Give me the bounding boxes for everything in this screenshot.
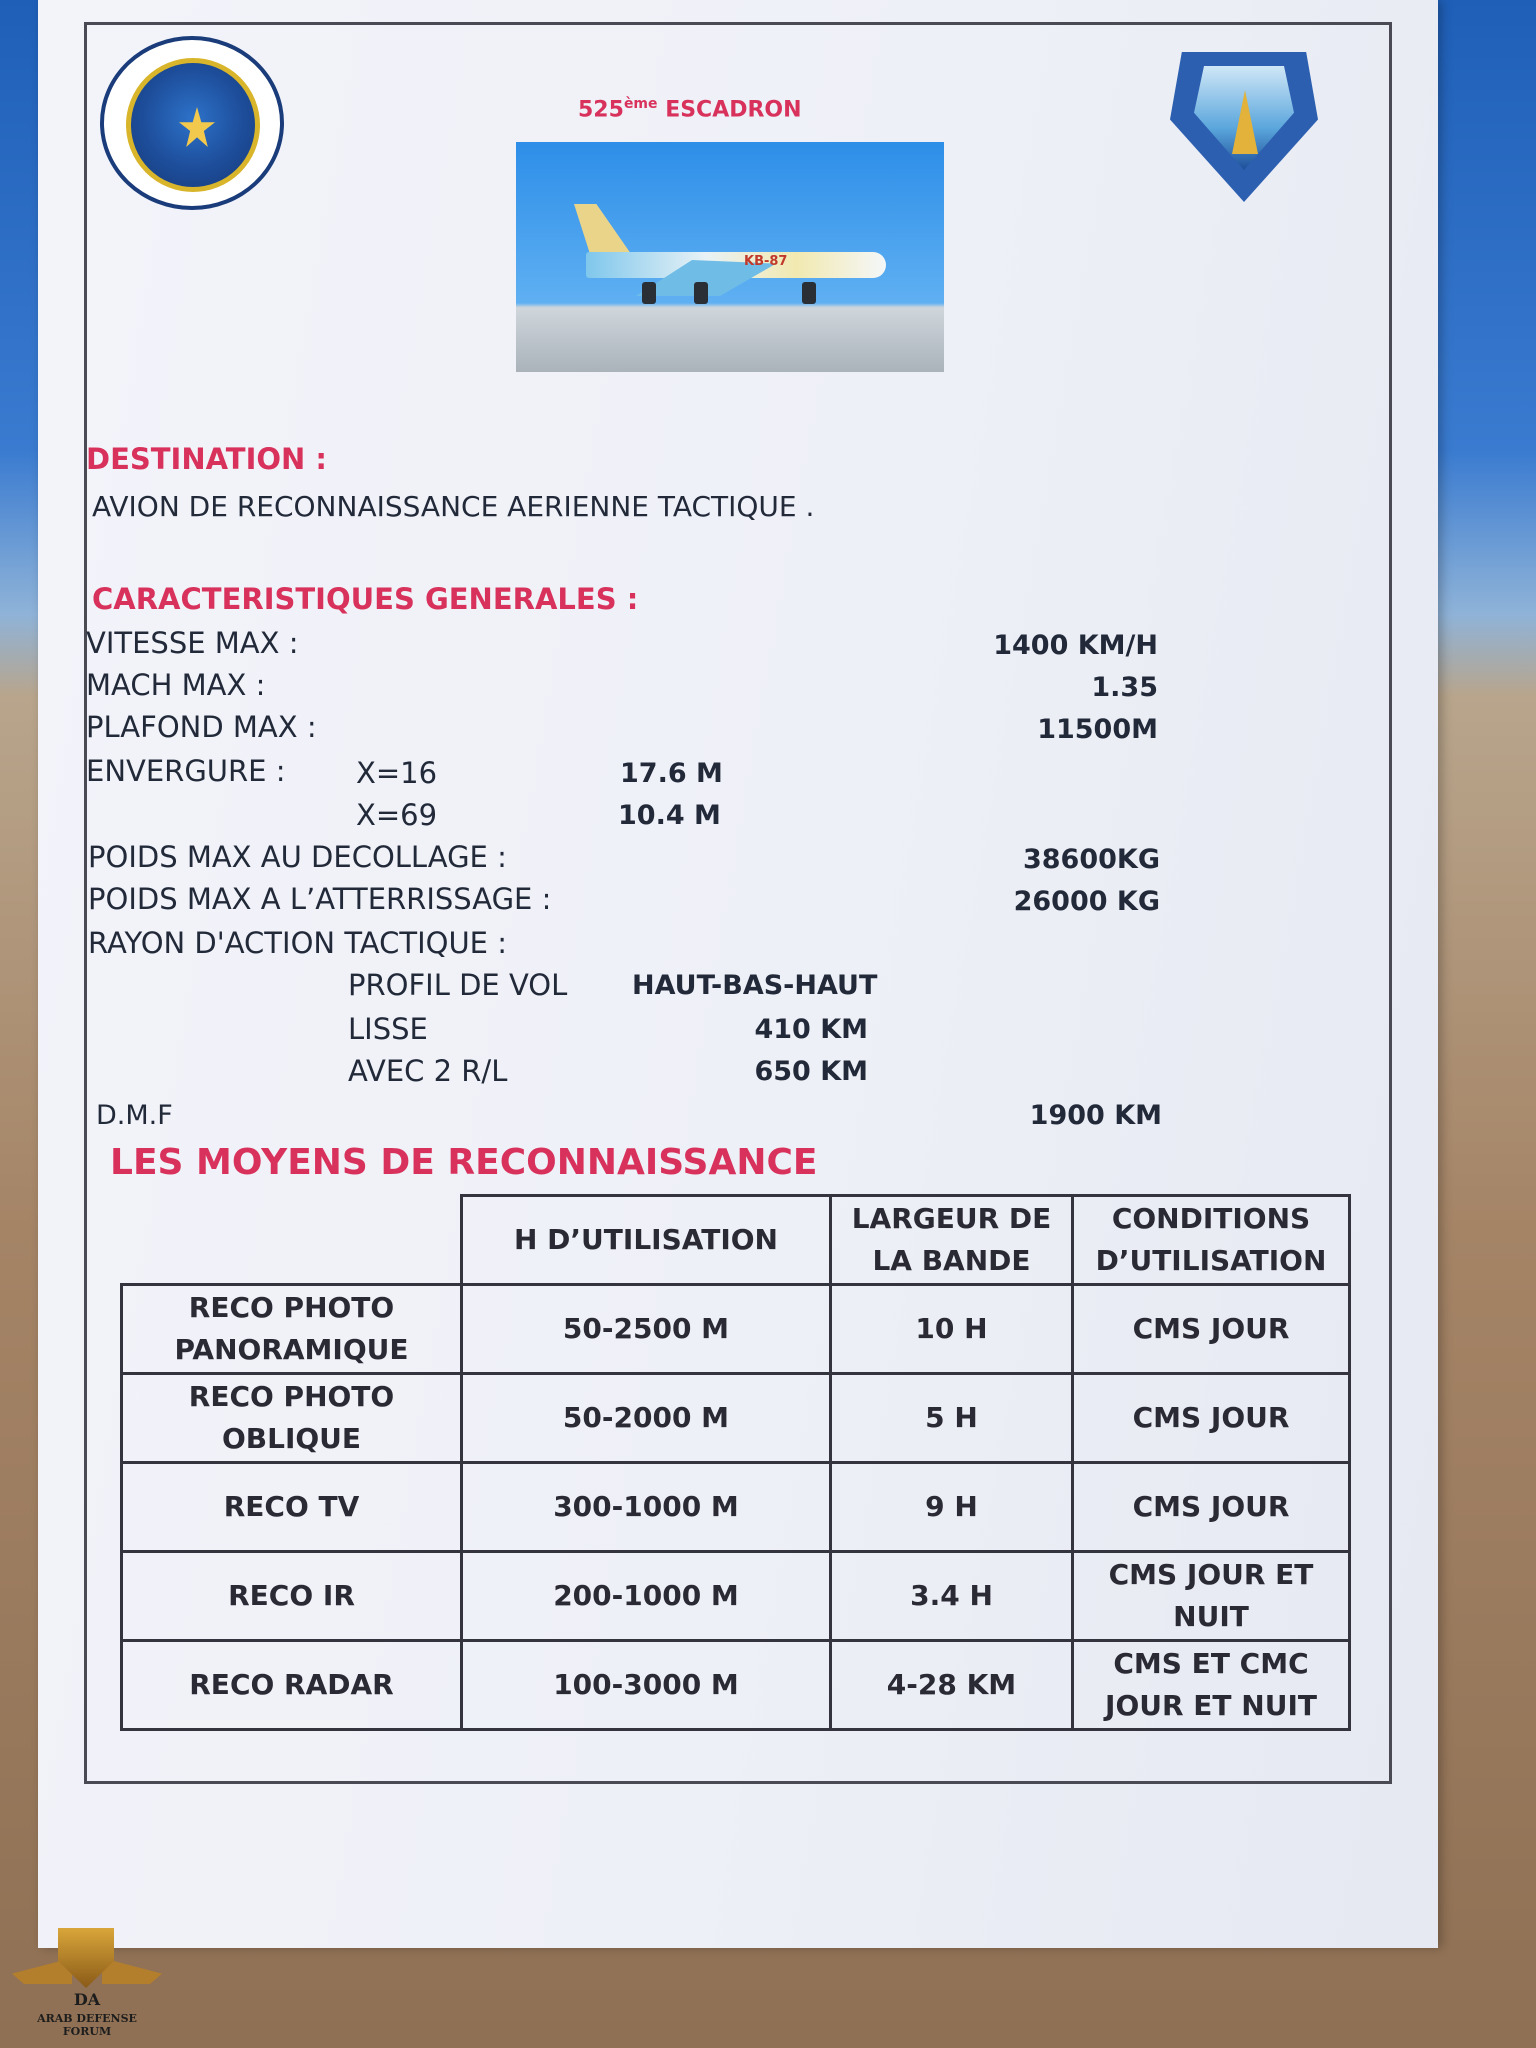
table-row-name: RECO IR <box>120 1550 463 1642</box>
lisse-value: 410 KM <box>754 1014 868 1045</box>
column-header: LARGEUR DE LA BANDE <box>829 1194 1074 1286</box>
watermark-text: ARAB DEFENSE FORUM <box>37 2012 137 2038</box>
plafond-value: 11500M <box>1037 714 1158 745</box>
mach-value: 1.35 <box>1091 672 1158 703</box>
mach-label: MACH MAX : <box>86 668 266 702</box>
dmf-value: 1900 KM <box>1029 1100 1162 1131</box>
table-cell-height: 50-2000 M <box>460 1372 832 1464</box>
air-force-emblem-icon <box>100 36 284 210</box>
table-cell-width: 9 H <box>829 1461 1074 1553</box>
watermark <box>12 1928 162 2038</box>
table-cell-conditions: CMS JOUR <box>1071 1461 1351 1553</box>
envergure-x69-value: 10.4 M <box>618 800 721 831</box>
table-row-name: RECO RADAR <box>120 1639 463 1731</box>
table-cell-conditions: CMS JOUR <box>1071 1283 1351 1375</box>
squadron-title: 525ème ESCADRON <box>578 96 802 123</box>
reco-table <box>120 1194 1348 1750</box>
table-cell-width: 10 H <box>829 1283 1074 1375</box>
vitesse-value: 1400 KM/H <box>993 630 1158 661</box>
vitesse-label: VITESSE MAX : <box>86 626 299 660</box>
destination-heading: DESTINATION : <box>86 442 327 476</box>
table-cell-conditions: CMS JOUR ET NUIT <box>1071 1550 1351 1642</box>
reco-heading: LES MOYENS DE RECONNAISSANCE <box>110 1142 818 1183</box>
column-header: H D’UTILISATION <box>460 1194 832 1286</box>
table-cell-height: 200-1000 M <box>460 1550 832 1642</box>
envergure-x16: X=16 <box>356 756 438 790</box>
table-cell-width: 4-28 KM <box>829 1639 1074 1731</box>
table-cell-conditions: CMS JOUR <box>1071 1372 1351 1464</box>
profil-value: HAUT-BAS-HAUT <box>632 970 878 1001</box>
table-row-name: RECO TV <box>120 1461 463 1553</box>
envergure-x16-value: 17.6 M <box>620 758 723 789</box>
table-cell-width: 3.4 H <box>829 1550 1074 1642</box>
destination-text: AVION DE RECONNAISSANCE AERIENNE TACTIQUE . <box>92 490 815 523</box>
table-cell-height: 100-3000 M <box>460 1639 832 1731</box>
profil-label: PROFIL DE VOL <box>348 968 568 1002</box>
column-header: CONDITIONS D’UTILISATION <box>1071 1194 1351 1286</box>
envergure-label: ENVERGURE : <box>86 754 286 788</box>
table-row-name: RECO PHOTO PANORAMIQUE <box>120 1283 463 1375</box>
avec-label: AVEC 2 R/L <box>348 1054 508 1088</box>
plafond-label: PLAFOND MAX : <box>86 710 317 744</box>
avec-value: 650 KM <box>754 1056 868 1087</box>
poids-atterrissage-label: POIDS MAX A L’ATTERRISSAGE : <box>88 882 552 916</box>
table-row-name: RECO PHOTO OBLIQUE <box>120 1372 463 1464</box>
characteristics-heading: CARACTERISTIQUES GENERALES : <box>92 582 639 616</box>
rayon-label: RAYON D'ACTION TACTIQUE : <box>88 926 507 960</box>
table-cell-height: 300-1000 M <box>460 1461 832 1553</box>
table-cell-height: 50-2500 M <box>460 1283 832 1375</box>
aircraft-photo <box>516 142 944 372</box>
aircraft-marking: KB-87 <box>744 254 788 269</box>
table-cell-width: 5 H <box>829 1372 1074 1464</box>
watermark-logo: DA <box>73 1990 101 2009</box>
poster-sheet <box>38 0 1438 1948</box>
poids-decollage-label: POIDS MAX AU DECOLLAGE : <box>88 840 507 874</box>
lisse-label: LISSE <box>348 1012 428 1046</box>
dmf-label: D.M.F <box>96 1100 173 1131</box>
poids-atterrissage-value: 26000 KG <box>1013 886 1160 917</box>
envergure-x69: X=69 <box>356 798 438 832</box>
table-cell-conditions: CMS ET CMC JOUR ET NUIT <box>1071 1639 1351 1731</box>
poids-decollage-value: 38600KG <box>1022 844 1160 875</box>
